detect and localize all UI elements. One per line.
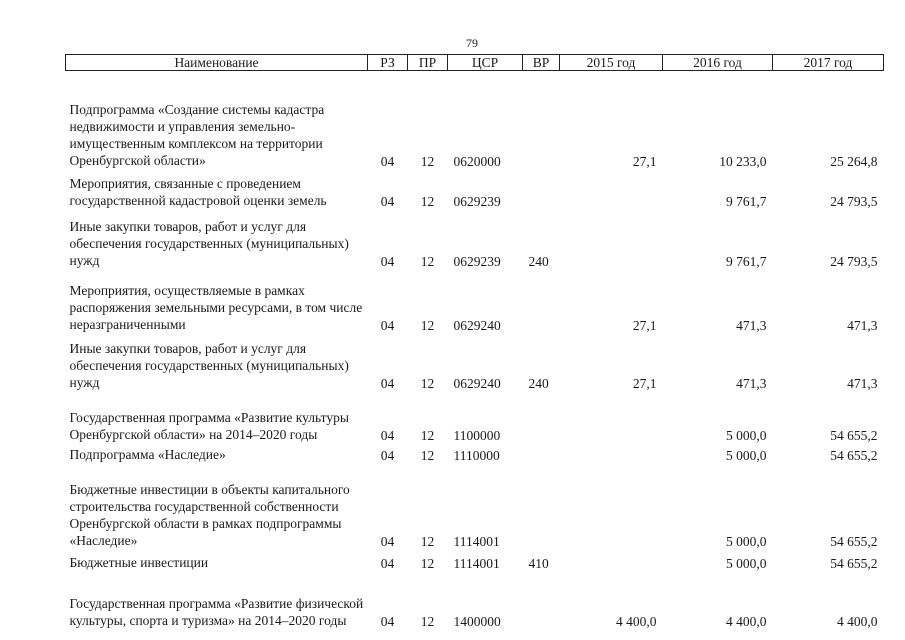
row-csr: 1110000: [453, 447, 500, 463]
row-2017: 4 400,0: [837, 613, 878, 629]
table-row: [66, 443, 884, 463]
row-rz: 04: [380, 613, 395, 629]
row-2016: 5 000,0: [726, 555, 767, 571]
table-row: [66, 71, 884, 169]
header-row: [66, 55, 884, 71]
table-body: [66, 71, 884, 629]
table-header: [66, 55, 884, 71]
table-row: [66, 571, 884, 629]
row-name: Мероприятия, осуществляемые в рамках распоряжения земельными ресурсами, в том числе неразграниченными: [69, 282, 363, 332]
row-2015: 27,1: [632, 375, 657, 391]
row-rz: 04: [380, 375, 395, 391]
row-name: Государственная программа «Развитие физической культуры, спорта и туризма» на 2014–2020 годы: [69, 595, 364, 628]
row-rz: 04: [380, 253, 395, 269]
row-csr: 0629239: [453, 193, 501, 209]
row-pr: 12: [420, 193, 435, 209]
row-vr: [523, 443, 560, 463]
row-name: Бюджетные инвестиции в объекты капитального строительства государственной собственности Оренбургской области в рамках подпрограммы «Наследие»: [69, 481, 350, 548]
row-rz: 04: [380, 427, 395, 443]
row-2017: 24 793,5: [830, 253, 878, 269]
row-name: Иные закупки товаров, работ и услуг для обеспечения государственных (муниципальных) нужд: [69, 218, 349, 268]
row-2015: [560, 463, 663, 549]
header-pr: ПР: [408, 55, 448, 71]
row-csr: 1400000: [453, 613, 501, 629]
row-pr: 12: [420, 555, 435, 571]
row-2016: 9 761,7: [726, 193, 767, 209]
header-name: Наименование: [66, 55, 368, 71]
row-rz: 04: [380, 153, 395, 169]
row-name: Бюджетные инвестиции: [69, 554, 209, 570]
row-pr: 12: [420, 253, 435, 269]
row-2016: 9 761,7: [726, 253, 767, 269]
row-rz: 04: [380, 555, 395, 571]
row-csr: 1100000: [453, 427, 501, 443]
row-pr: 12: [420, 317, 435, 333]
row-2017: 54 655,2: [830, 447, 878, 463]
row-2017: 54 655,2: [830, 533, 878, 549]
header-2017: 2017 год: [773, 55, 884, 71]
row-csr: 0629240: [453, 317, 501, 333]
row-name: Подпрограмма «Создание системы кадастра недвижимости и управления земельно-имущественным комплексом на территории Оренбургской области»: [69, 101, 325, 168]
row-2016: 471,3: [736, 317, 767, 333]
row-pr: 12: [420, 447, 435, 463]
row-pr: 12: [420, 153, 435, 169]
row-2017: 54 655,2: [830, 427, 878, 443]
row-2015: [560, 443, 663, 463]
header-vr: ВР: [523, 55, 560, 71]
row-name: Государственная программа «Развитие культуры Оренбургской области» на 2014–2020 годы: [69, 409, 349, 442]
row-2017: 25 264,8: [830, 153, 878, 169]
row-csr: 0629240: [453, 375, 501, 391]
budget-table: [65, 54, 884, 629]
row-pr: 12: [420, 375, 435, 391]
header-2015: 2015 год: [560, 55, 663, 71]
row-2017: 54 655,2: [830, 555, 878, 571]
row-vr: [523, 391, 560, 443]
row-2015: [560, 209, 663, 269]
row-name: Мероприятия, связанные с проведением государственной кадастровой оценки земель: [69, 175, 327, 208]
row-2015: [560, 169, 663, 209]
row-vr: [523, 463, 560, 549]
row-2015: 27,1: [632, 317, 657, 333]
row-2015: [560, 391, 663, 443]
row-csr: 0629239: [453, 253, 501, 269]
row-name: Подпрограмма «Наследие»: [69, 446, 226, 462]
row-2016: 5 000,0: [726, 447, 767, 463]
row-rz: 04: [380, 317, 395, 333]
table-row: [66, 209, 884, 269]
row-rz: 04: [380, 533, 395, 549]
row-csr: 0620000: [453, 153, 501, 169]
row-csr: 1114001: [453, 533, 500, 549]
row-2017: 471,3: [847, 317, 878, 333]
row-2017: 24 793,5: [830, 193, 878, 209]
row-rz: 04: [380, 193, 395, 209]
row-vr: [523, 269, 560, 333]
row-2016: 5 000,0: [726, 533, 767, 549]
header-csr: ЦСР: [448, 55, 523, 71]
row-name: Иные закупки товаров, работ и услуг для обеспечения государственных (муниципальных) нужд: [69, 340, 349, 390]
table-row: [66, 169, 884, 209]
table-row: [66, 463, 884, 549]
table-row: [66, 269, 884, 333]
header-2016: 2016 год: [663, 55, 773, 71]
row-pr: 12: [420, 613, 435, 629]
row-vr: [523, 571, 560, 629]
row-vr: 240: [528, 253, 549, 269]
row-csr: 1114001: [453, 555, 500, 571]
row-vr: 410: [528, 555, 549, 571]
row-pr: 12: [420, 533, 435, 549]
row-2016: 5 000,0: [726, 427, 767, 443]
row-2016: 471,3: [736, 375, 767, 391]
page-number: 79: [466, 36, 478, 50]
row-vr: [523, 71, 560, 169]
header-rz: РЗ: [368, 55, 408, 71]
table-row: [66, 549, 884, 571]
table-row: [66, 391, 884, 443]
row-2016: 4 400,0: [726, 613, 767, 629]
table-row: [66, 333, 884, 391]
row-2015: 4 400,0: [616, 613, 657, 629]
row-2017: 471,3: [847, 375, 878, 391]
row-vr: 240: [528, 375, 549, 391]
row-rz: 04: [380, 447, 395, 463]
row-2015: [560, 549, 663, 571]
row-2016: 10 233,0: [719, 153, 767, 169]
row-vr: [523, 169, 560, 209]
row-pr: 12: [420, 427, 435, 443]
row-2015: 27,1: [632, 153, 657, 169]
